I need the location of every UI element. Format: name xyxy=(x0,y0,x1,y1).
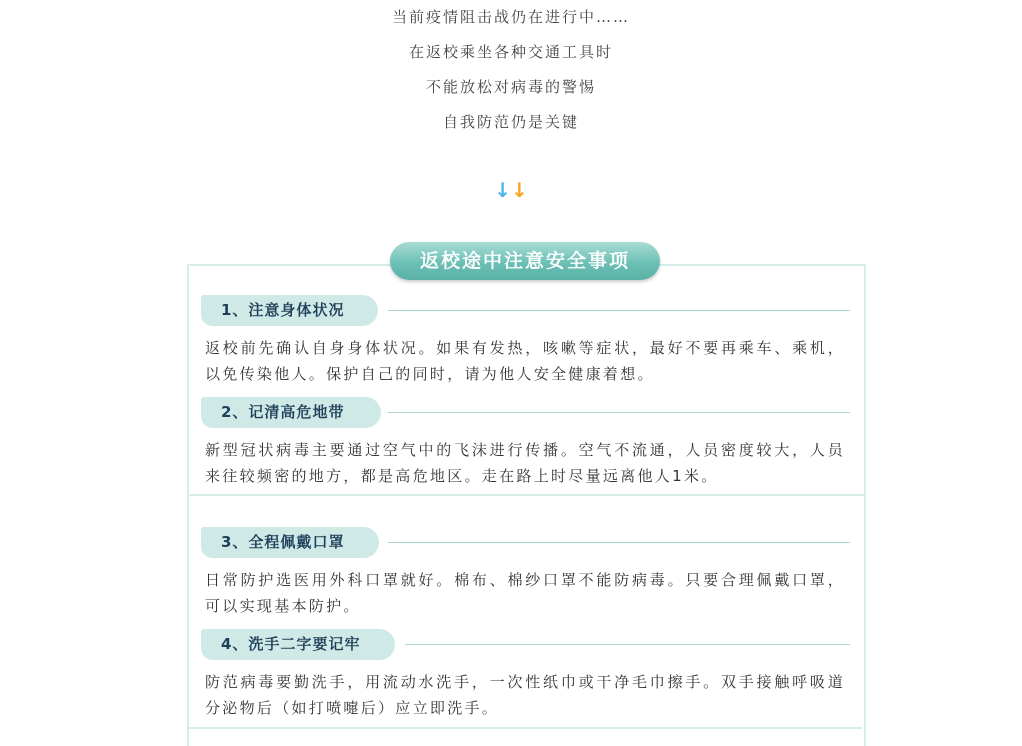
section-2-text: 新型冠状病毒主要通过空气中的飞沫进行传播。空气不流通，人员密度较大，人员来往较频密的地方，都是高危地区。走在路上时尽量远离他人1米。 xyxy=(205,441,845,485)
section-1-rule xyxy=(388,310,850,311)
intro-line-4: 自我防范仍是关键 xyxy=(442,113,579,131)
section-3-text: 日常防护选医用外科口罩就好。棉布、棉纱口罩不能防病毒。只要合理佩戴口罩，可以实现基本防护。 xyxy=(205,571,845,615)
intro-line-1: 当前疫情阻击战仍在进行中…… xyxy=(391,8,630,26)
section-1-text: 返校前先确认自身身体状况。如果有发热，咳嗽等症状，最好不要再乘车、乘机，以免传染他人。保护自己的同时，请为他人安全健康着想。 xyxy=(205,339,845,383)
section-1-header: 1、注意身体状况 xyxy=(201,295,378,326)
down-arrows-icon xyxy=(0,179,1022,201)
section-3-rule xyxy=(388,542,850,543)
section-2-header: 2、记清高危地带 xyxy=(201,397,381,428)
section-4-rule xyxy=(405,644,850,645)
blue-down-arrow-icon: ↓ xyxy=(494,178,511,202)
intro-line-3: 不能放松对病毒的警惕 xyxy=(425,78,596,96)
intro-line-2: 在返校乘坐各种交通工具时 xyxy=(408,43,613,61)
section-4-text: 防范病毒要勤洗手，用流动水洗手，一次性纸巾或干净毛巾擦手。双手接触呼吸道分泌物后（如打喷嚏后）应立即洗手。 xyxy=(205,673,845,717)
section-banner: 返校途中注意安全事项 xyxy=(390,242,660,280)
section-3-header: 3、全程佩戴口罩 xyxy=(201,527,379,558)
section-4-header: 4、洗手二字要记牢 xyxy=(201,629,395,660)
orange-down-arrow-icon: ↓ xyxy=(511,178,528,202)
section-2-rule xyxy=(388,412,850,413)
content-card-divider xyxy=(187,727,862,729)
